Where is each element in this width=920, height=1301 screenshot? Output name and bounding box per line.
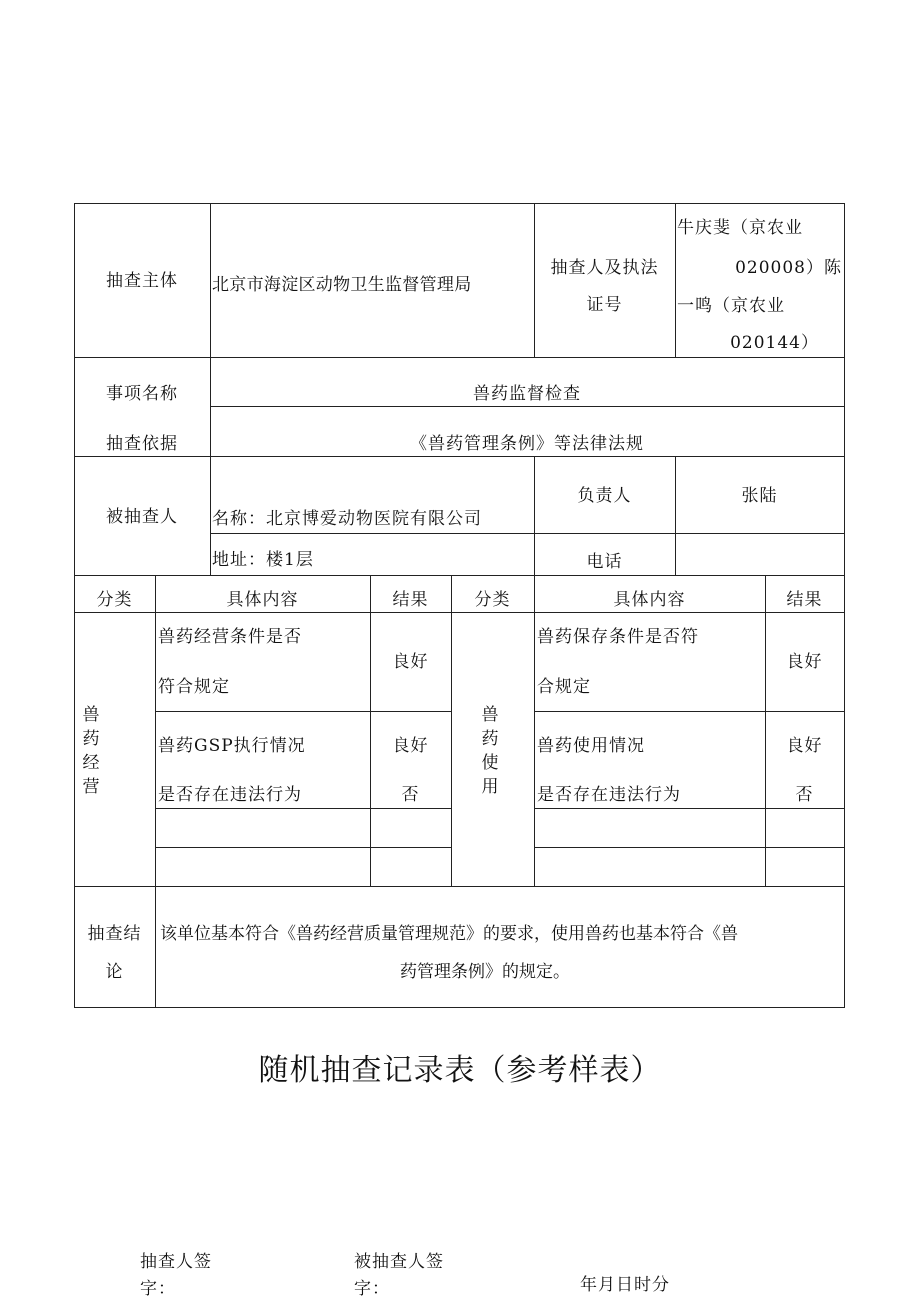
left-row2-content: 兽药GSP执行情况 bbox=[158, 736, 306, 756]
signature-datetime: 年月日时分 bbox=[580, 1275, 670, 1295]
right-row2-content: 兽药使用情况 bbox=[537, 736, 645, 756]
right-row1-content-line2: 合规定 bbox=[537, 677, 591, 697]
item-label: 事项名称 bbox=[106, 384, 178, 404]
inspector-line-1: 牛庆斐（京农业 bbox=[677, 218, 803, 238]
conclusion-text-line1: 该单位基本符合《兽药经营质量管理规范》的要求，使用兽药也基本符合《兽 bbox=[160, 924, 738, 944]
person-in-charge-value: 张陆 bbox=[741, 486, 778, 506]
inspectee-label: 被抽查人 bbox=[106, 507, 178, 527]
item-value: 兽药监督检查 bbox=[473, 384, 581, 404]
right-row2-result: 良好 bbox=[786, 736, 823, 756]
inspectee-name: 名称：北京博爱动物医院有限公司 bbox=[212, 509, 482, 529]
inspector-line-4: 020144） bbox=[730, 333, 819, 353]
inspector-signature-label-line2: 字： bbox=[140, 1279, 176, 1299]
conclusion-label-line1: 抽查结 bbox=[87, 924, 142, 944]
right-row1-content-line1: 兽药保存条件是否符 bbox=[537, 627, 699, 647]
inspector-line-2: 020008）陈 bbox=[735, 258, 842, 278]
left-content-header: 具体内容 bbox=[226, 590, 299, 610]
inspectee-address: 地址：楼1层 bbox=[212, 550, 314, 570]
inspectee-signature-label-line2: 字： bbox=[354, 1279, 390, 1299]
subject-value: 北京市海淀区动物卫生监督管理局 bbox=[212, 275, 472, 295]
left-row1-content-line2: 符合规定 bbox=[158, 677, 230, 697]
left-row2-result: 良好 bbox=[392, 736, 429, 756]
right-content-header: 具体内容 bbox=[613, 590, 686, 610]
basis-value: 《兽药管理条例》等法律法规 bbox=[410, 434, 644, 454]
inspectee-signature-label-line1: 被抽查人签 bbox=[354, 1252, 444, 1272]
conclusion-label-line2: 论 bbox=[105, 962, 124, 982]
person-in-charge-label: 负责人 bbox=[577, 486, 632, 506]
basis-label: 抽查依据 bbox=[106, 434, 178, 454]
conclusion-text-line2: 药管理条例》的规定。 bbox=[400, 962, 570, 982]
left-result-header: 结果 bbox=[392, 590, 429, 610]
right-row3-result: 否 bbox=[795, 785, 814, 805]
inspector-signature-label-line1: 抽查人签 bbox=[140, 1252, 212, 1272]
left-category-header: 分类 bbox=[96, 590, 133, 610]
left-row1-result: 良好 bbox=[392, 652, 429, 672]
phone-label: 电话 bbox=[586, 552, 623, 572]
right-row1-result: 良好 bbox=[786, 652, 823, 672]
subject-label: 抽查主体 bbox=[106, 271, 178, 291]
right-category-value: 兽药使用 bbox=[481, 705, 499, 797]
left-row3-content: 是否存在违法行为 bbox=[158, 785, 302, 805]
right-result-header: 结果 bbox=[786, 590, 823, 610]
right-category-header: 分类 bbox=[474, 590, 511, 610]
inspector-label-line2: 证号 bbox=[586, 295, 623, 315]
inspector-label-line1: 抽查人及执法 bbox=[550, 258, 659, 278]
left-category-value: 兽药经营 bbox=[82, 705, 100, 797]
left-row3-result: 否 bbox=[401, 785, 420, 805]
left-row1-content-line1: 兽药经营条件是否 bbox=[158, 627, 302, 647]
inspector-line-3: 一鸣（京农业 bbox=[677, 296, 785, 316]
page-title: 随机抽查记录表（参考样表） bbox=[258, 1053, 662, 1088]
right-row3-content: 是否存在违法行为 bbox=[537, 785, 681, 805]
